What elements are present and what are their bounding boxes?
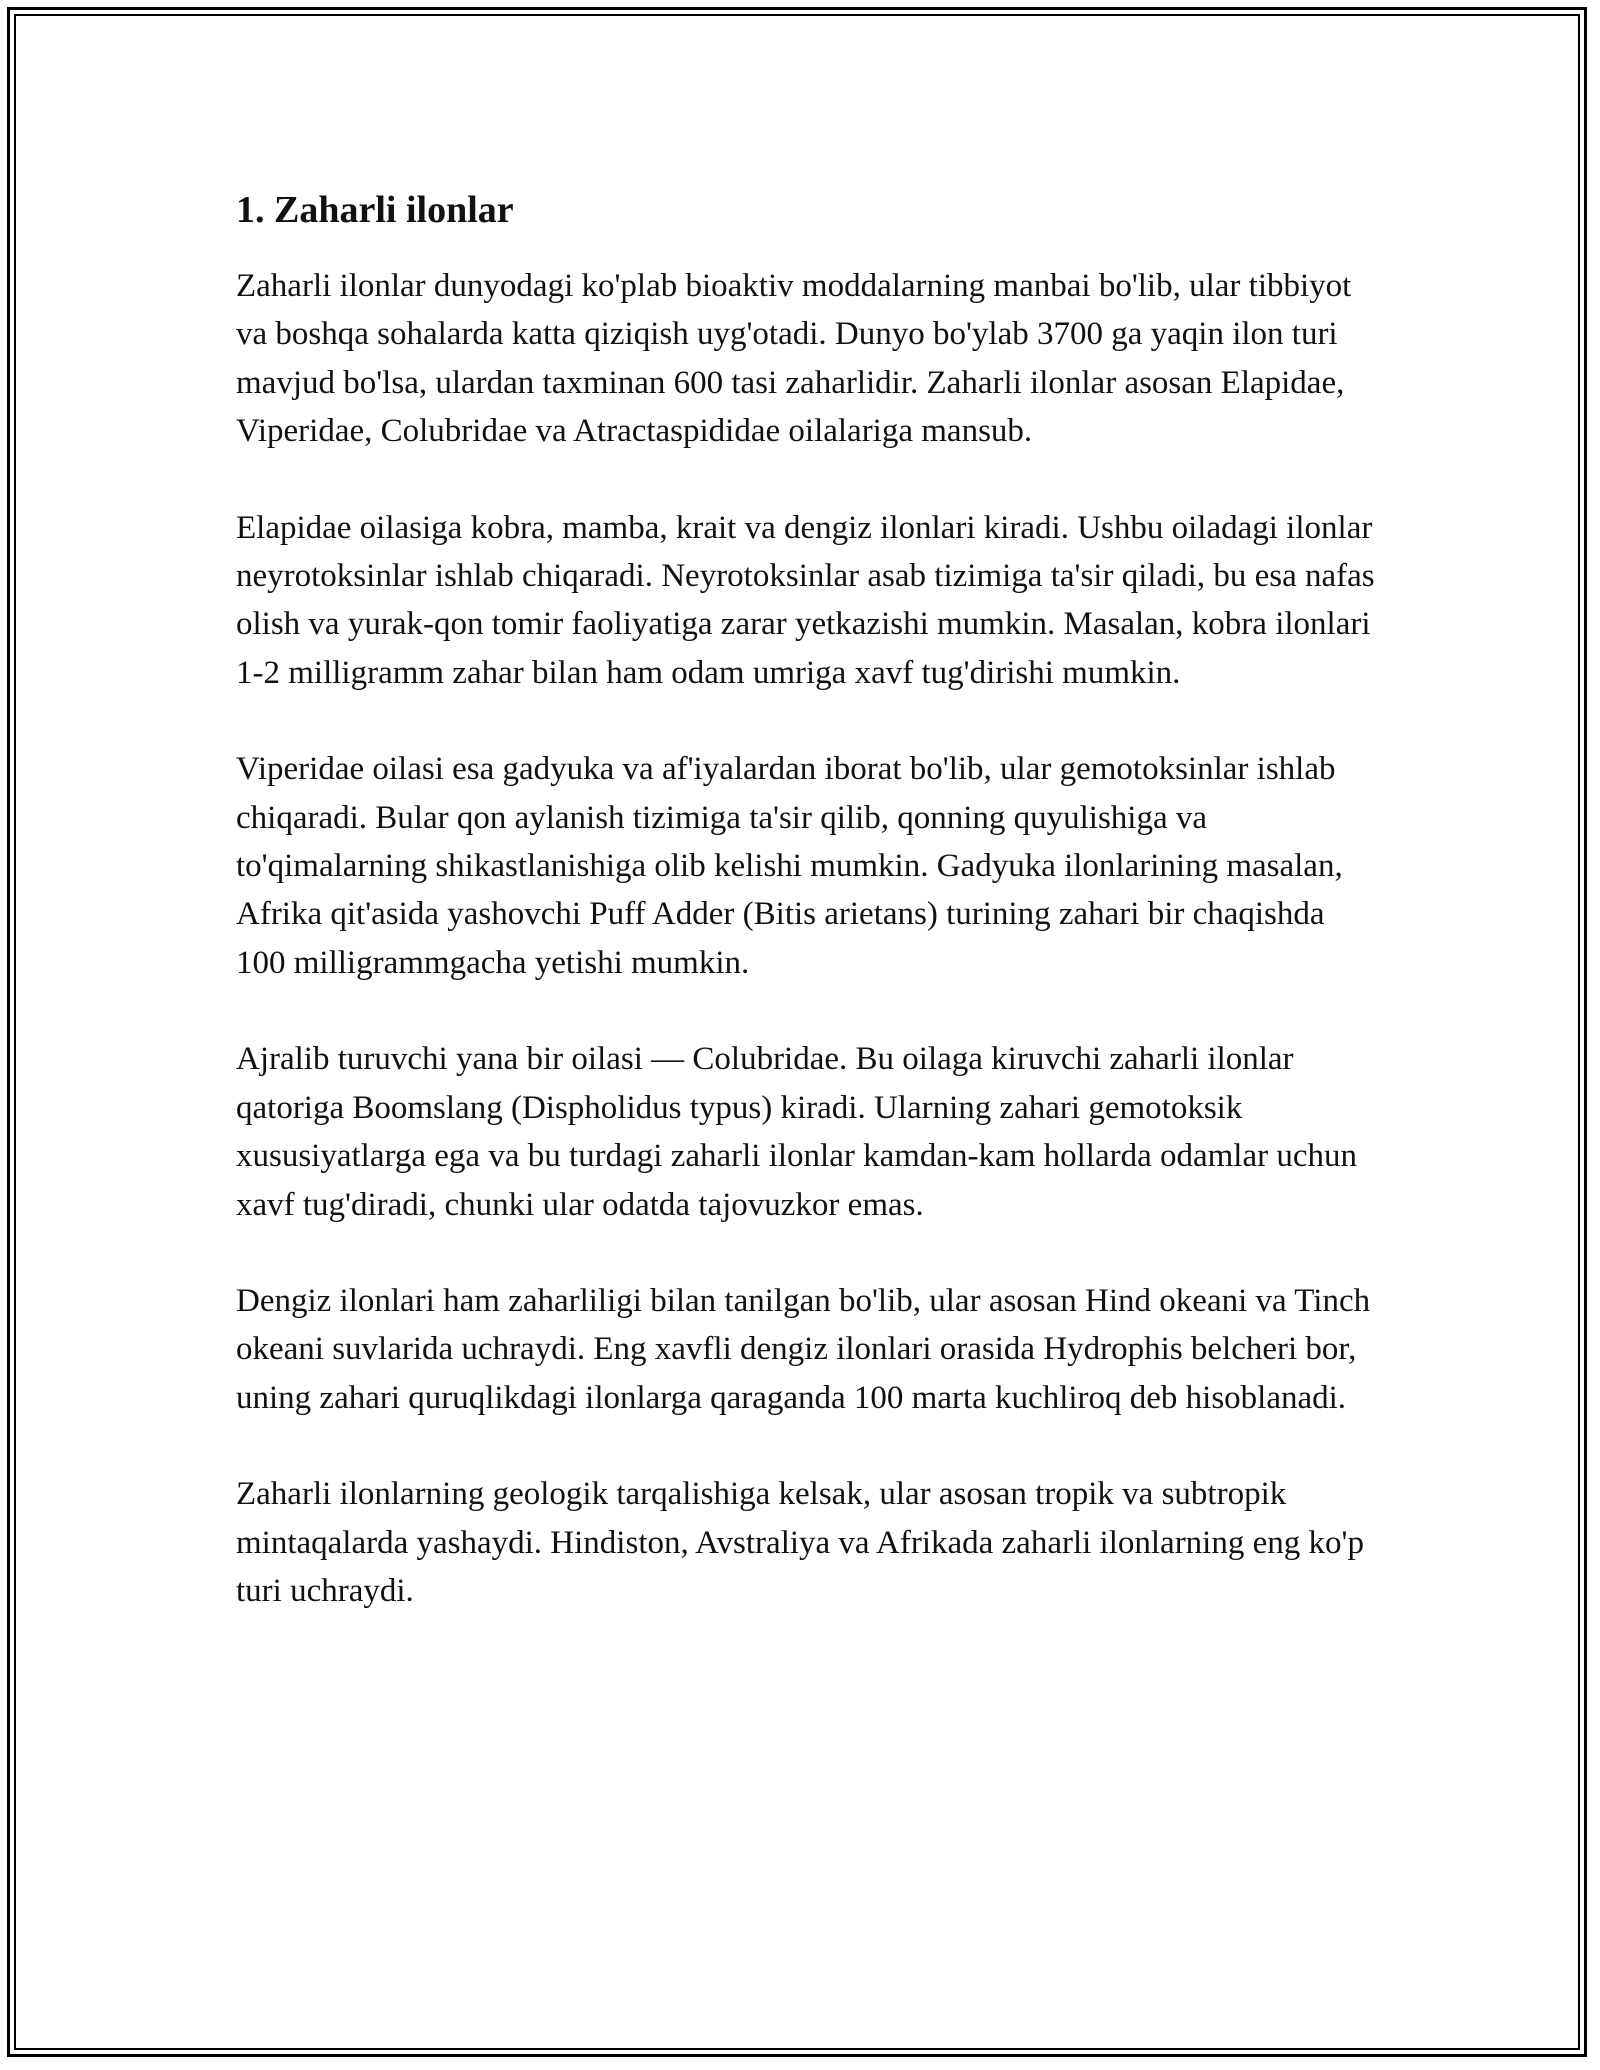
paragraph-elapidae: Elapidae oilasiga kobra, mamba, krait va dengiz ilonlari kiradi. Ushbu oiladagi ilonlar neyrotoksinlar ishlab chiqaradi. Neyrotoksinlar asab tizimiga ta'sir qiladi, bu esa nafas olish va yurak-qon tomir faoliyatiga zarar yetkazishi mumkin. Masalan, kobra ilonlari 1-2 milligramm zahar bilan ham odam umriga xavf tug'dirishi mumkin. [236,509,1375,691]
document-body [236,186,1376,1663]
paragraph-distribution: Zaharli ilonlarning geologik tarqalishiga kelsak, ular asosan tropik va subtropik mintaqalarda yashaydi. Hindiston, Avstraliya va Afrikada zaharli ilonlarning eng ko'p turi uchraydi. [236,1476,1364,1609]
paragraph-intro: Zaharli ilonlar dunyodagi ko'plab bioaktiv moddalarning manbai bo'lib, ular tibbiyot va boshqa sohalarda katta qiziqish uyg'otadi. Dunyo bo'ylab 3700 ga yaqin ilon turi mavjud bo'lsa, ulardan taxminan 600 tasi zaharlidir. Zaharli ilonlar asosan Elapidae, Viperidae, Colubridae va Atractaspididae oilalariga mansub. [236,268,1352,450]
section-heading: 1. Zaharli ilonlar [236,189,514,231]
paragraph-sea-snakes: Dengiz ilonlari ham zaharliligi bilan tanilgan bo'lib, ular asosan Hind okeani va Tinch okeani suvlarida uchraydi. Eng xavfli dengiz ilonlari orasida Hydrophis belcheri bor, uning zahari quruqlikdagi ilonlarga qaraganda 100 marta kuchliroq deb hisoblanadi. [236,1282,1371,1416]
paragraph-viperidae: Viperidae oilasi esa gadyuka va af'iyalardan iborat bo'lib, ular gemotoksinlar ishlab chiqaradi. Bular qon aylanish tizimiga ta'sir qilib, qonning quyulishiga va to'qimalarning shikastlanishiga olib kelishi mumkin. Gadyuka ilonlarining masalan, Afrika qit'asida yashovchi Puff Adder (Bitis arietans) turining zahari bir chaqishda 100 milligrammgacha yetishi mumkin. [236,751,1343,981]
paragraph-colubridae: Ajralib turuvchi yana bir oilasi — Colubridae. Bu oilaga kiruvchi zaharli ilonlar qatoriga Boomslang (Dispholidus typus) kiradi. Ularning zahari gemotoksik xususiyatlarga ega va bu turdagi zaharli ilonlar kamdan-kam hollarda odamlar uchun xavf tug'diradi, chunki ular odatda tajovuzkor emas. [236,1041,1358,1223]
